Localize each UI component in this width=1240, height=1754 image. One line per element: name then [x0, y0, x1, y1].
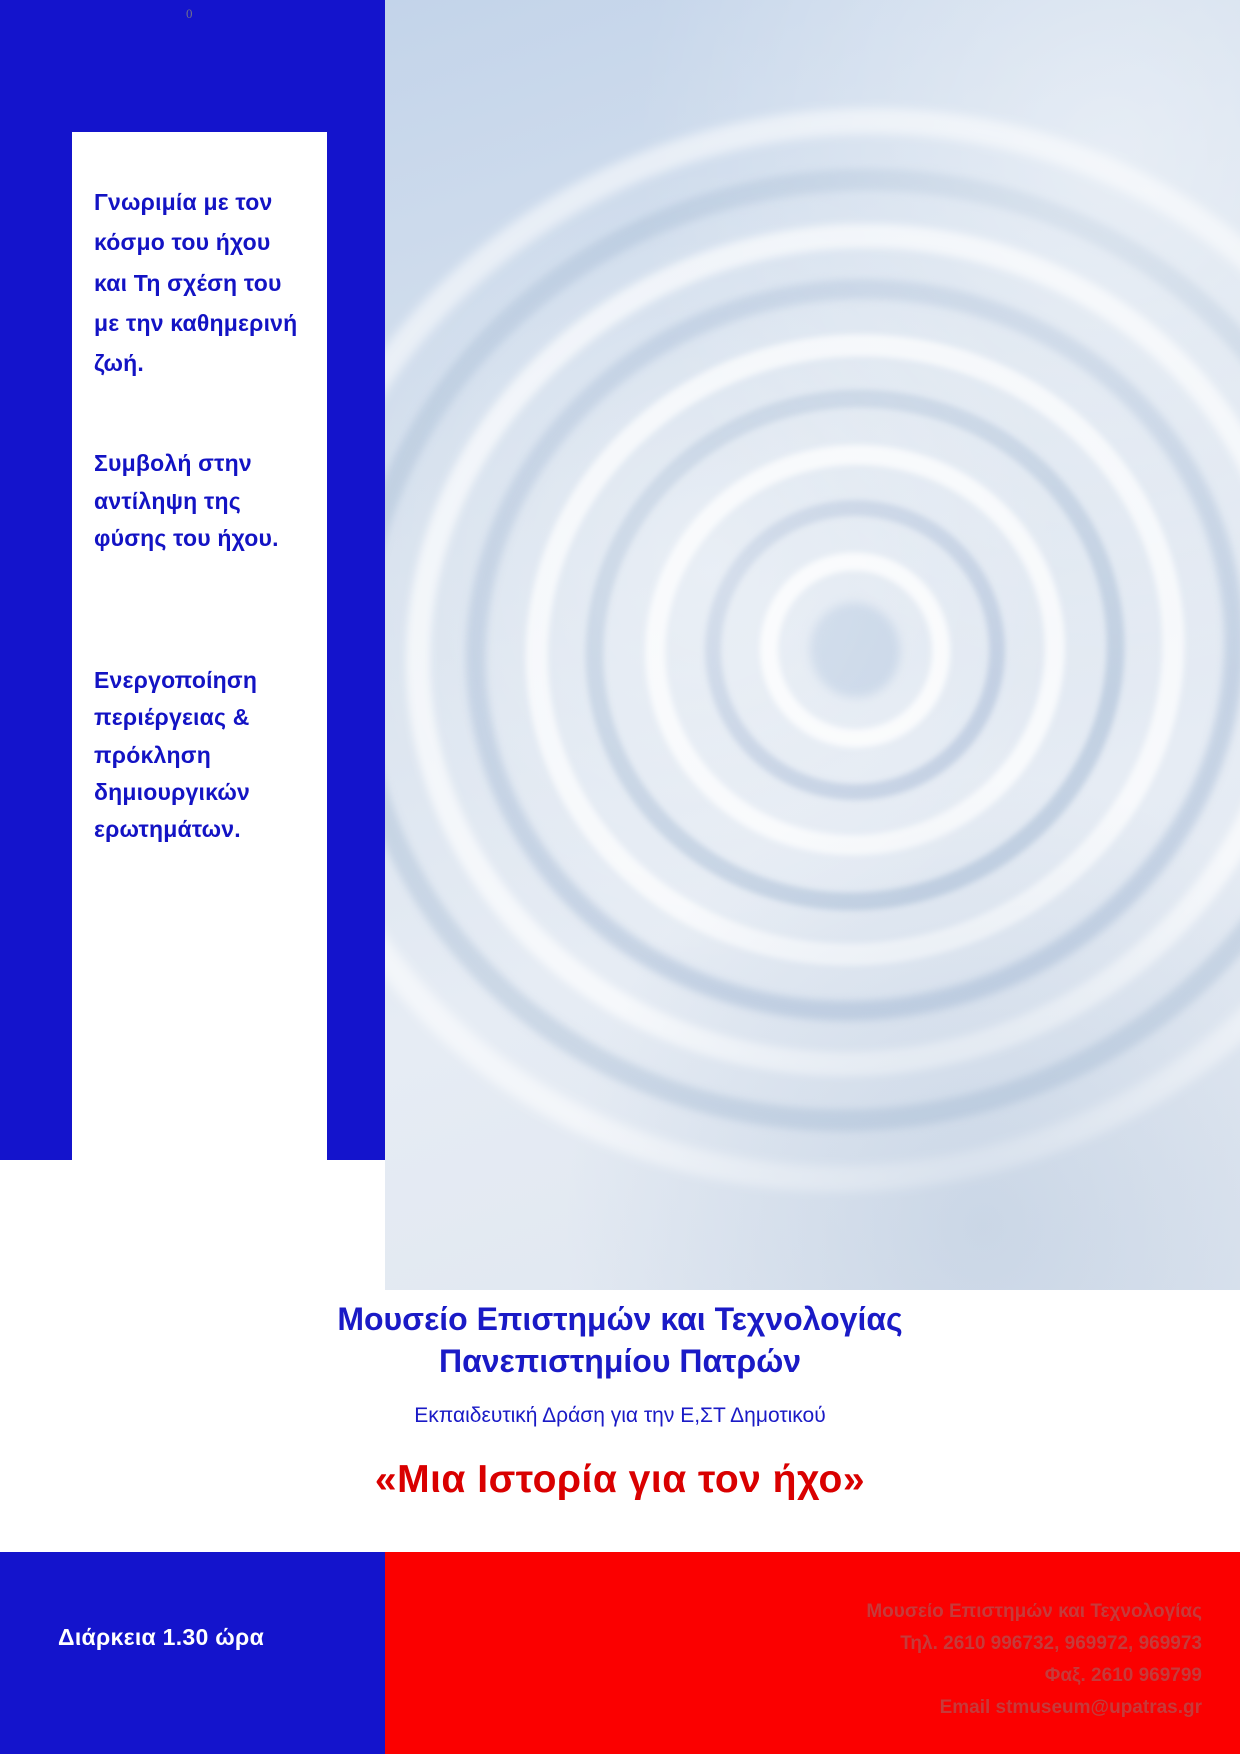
corner-mark: 0	[186, 6, 193, 21]
water-ripple-image	[385, 0, 1240, 1290]
footer-blue-block	[0, 1552, 385, 1754]
water-sheen-overlay	[385, 0, 1240, 1290]
highlight-block-1: Γνωριμία με τον κόσμο του ήχου και Τη σχέση του με την καθημερινή ζωή.	[94, 189, 298, 376]
duration-label: Διάρκεια 1.30 ώρα	[58, 1624, 265, 1650]
educational-action-line: Εκπαιδευτική Δράση για την Ε,ΣΤ Δημοτικού	[414, 1404, 826, 1428]
contact-line-2: Τηλ. 2610 996732, 969972, 969973	[900, 1632, 1202, 1654]
contact-line-3: Φαξ. 2610 969799	[1044, 1664, 1202, 1686]
middle-section	[0, 1290, 1240, 1552]
footer-section	[0, 1552, 1240, 1754]
museum-title	[0, 1290, 1240, 1382]
highlights-card	[72, 132, 327, 1180]
highlight-block-3: Ενεργοποίηση περιέργειας & πρόκληση δημιουργικών ερωτημάτων.	[94, 667, 258, 842]
contact-line-4: Email stmuseum@upatras.gr	[939, 1696, 1202, 1718]
story-title: «Μια Ιστορία για τον ήχο»	[374, 1458, 866, 1502]
contact-line-1: Μουσείο Επιστημών και Τεχνολογίας	[866, 1601, 1202, 1622]
museum-title-line-2: Πανεπιστημίου Πατρών	[438, 1343, 802, 1380]
contact-info	[866, 1596, 1202, 1724]
museum-title-line-1: Μουσείο Επιστημών και Τεχνολογίας	[337, 1301, 903, 1337]
highlight-block-2: Συμβολή στην αντίληψη της φύσης του ήχου.	[94, 450, 279, 551]
